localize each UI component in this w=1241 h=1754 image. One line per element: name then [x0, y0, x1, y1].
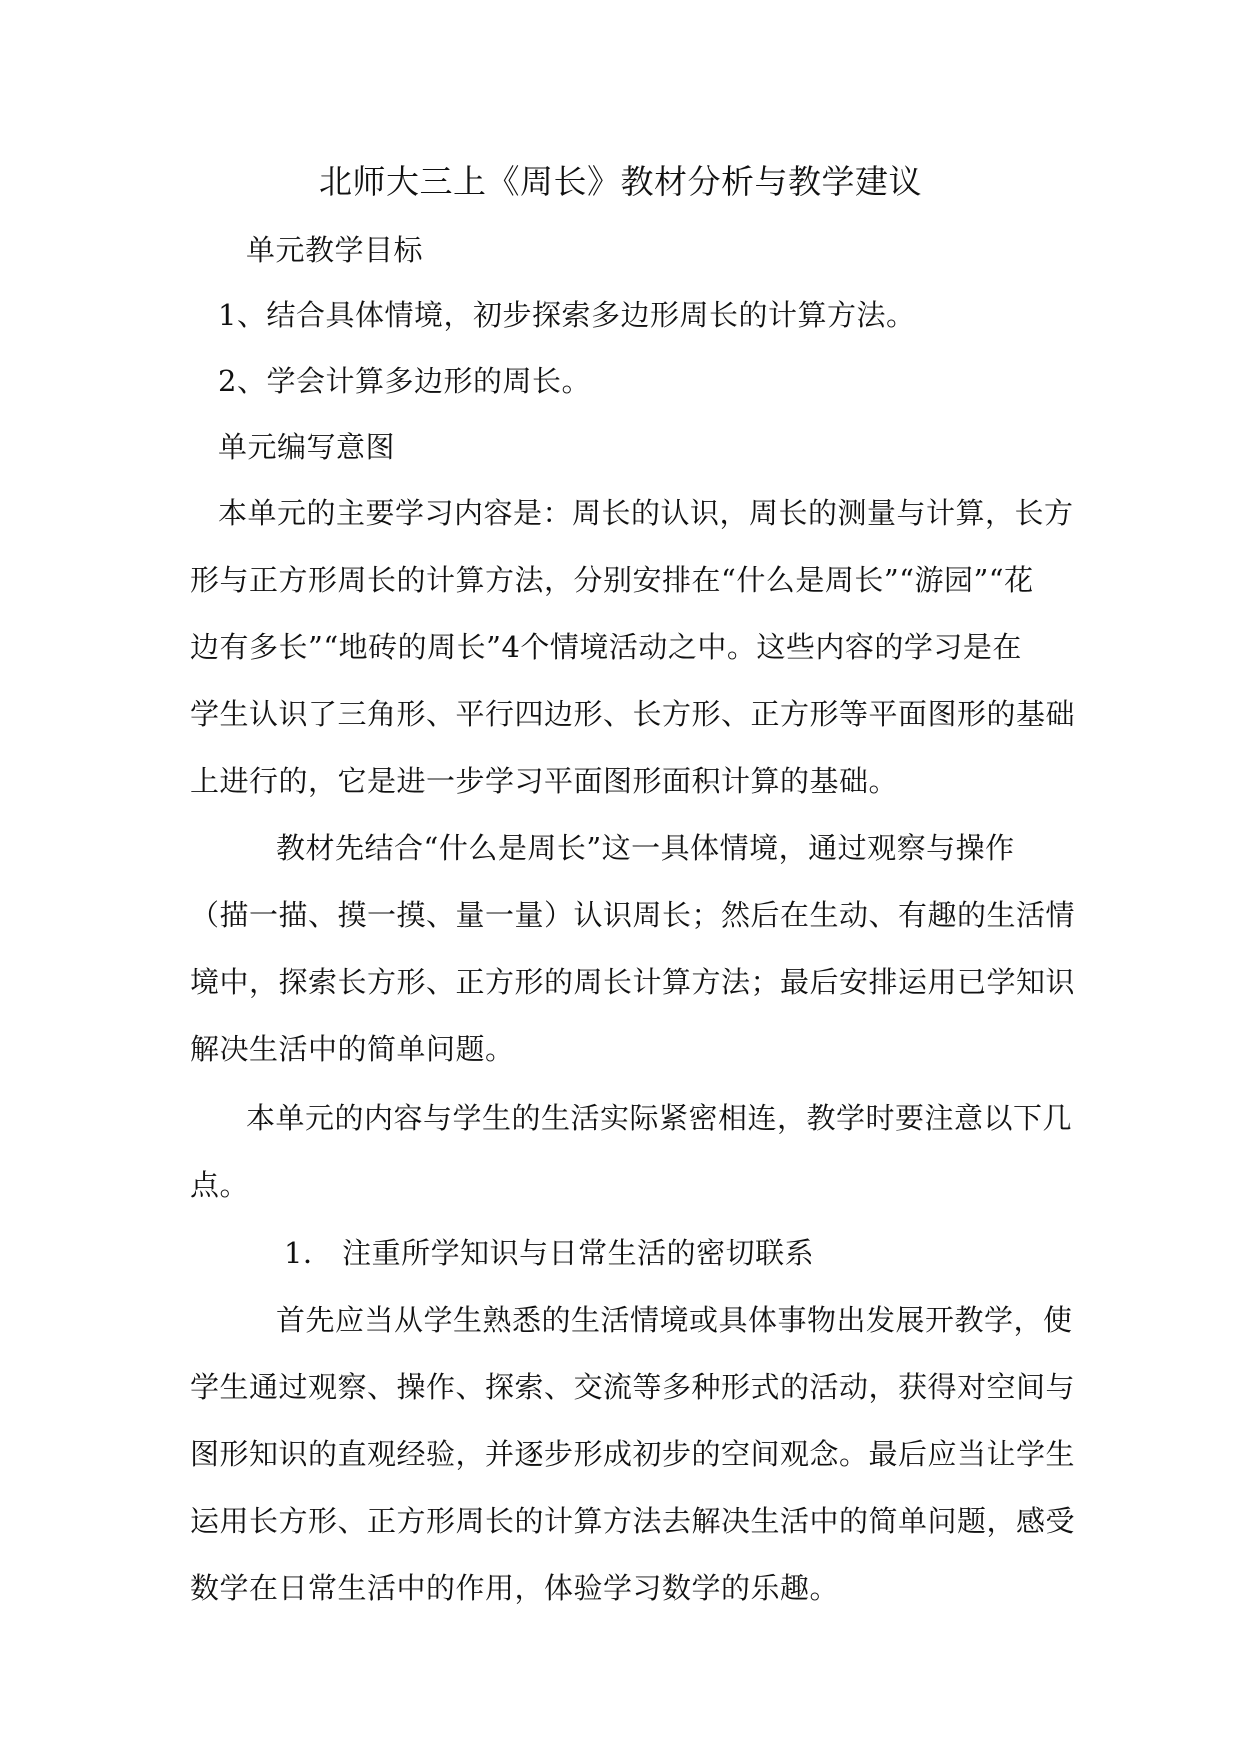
point-1-heading: 1． 注重所学知识与日常生活的密切联系	[284, 1236, 815, 1270]
paragraph-2-line: 解决生活中的简单问题。	[190, 1032, 515, 1066]
paragraph-4-line: 学生通过观察、操作、探索、交流等多种形式的活动，获得对空间与	[190, 1370, 1076, 1404]
paragraph-4-line: 首先应当从学生熟悉的生活情境或具体事物出发展开教学，使	[276, 1303, 1073, 1337]
paragraph-1-line: 学生认识了三角形、平行四边形、长方形、正方形等平面图形的基础	[190, 697, 1076, 731]
objectives-heading: 单元教学目标	[246, 233, 424, 267]
paragraph-2-line: 境中，探索长方形、正方形的周长计算方法；最后安排运用已学知识	[190, 965, 1076, 999]
paragraph-1-line: 形与正方形周长的计算方法，分别安排在“什么是周长”“游园”“花	[190, 563, 1034, 597]
paragraph-4-line: 数学在日常生活中的作用，体验学习数学的乐趣。	[190, 1571, 840, 1605]
paragraph-2-line: 教材先结合“什么是周长”这一具体情境，通过观察与操作	[276, 831, 1015, 865]
paragraph-2-line: （描一描、摸一摸、量一量）认识周长；然后在生动、有趣的生活情	[190, 898, 1076, 932]
objective-item-2: 2、学会计算多边形的周长。	[218, 364, 591, 398]
objective-item-1: 1、结合具体情境，初步探索多边形周长的计算方法。	[218, 298, 916, 332]
paragraph-1-line: 上进行的，它是进一步学习平面图形面积计算的基础。	[190, 764, 899, 798]
paragraph-3-line: 点。	[190, 1168, 250, 1202]
paragraph-4-line: 图形知识的直观经验，并逐步形成初步的空间观念。最后应当让学生	[190, 1437, 1076, 1471]
paragraph-4-line: 运用长方形、正方形周长的计算方法去解决生活中的简单问题，感受	[190, 1504, 1076, 1538]
paragraph-1-line: 边有多长”“地砖的周长”4个情境活动之中。这些内容的学习是在	[190, 630, 1022, 664]
intent-heading: 单元编写意图	[218, 430, 396, 464]
paragraph-1-line: 本单元的主要学习内容是：周长的认识，周长的测量与计算，长方	[218, 496, 1074, 530]
paragraph-3-line: 本单元的内容与学生的生活实际紧密相连，教学时要注意以下几	[246, 1101, 1073, 1135]
document-title: 北师大三上《周长》教材分析与教学建议	[319, 162, 922, 201]
